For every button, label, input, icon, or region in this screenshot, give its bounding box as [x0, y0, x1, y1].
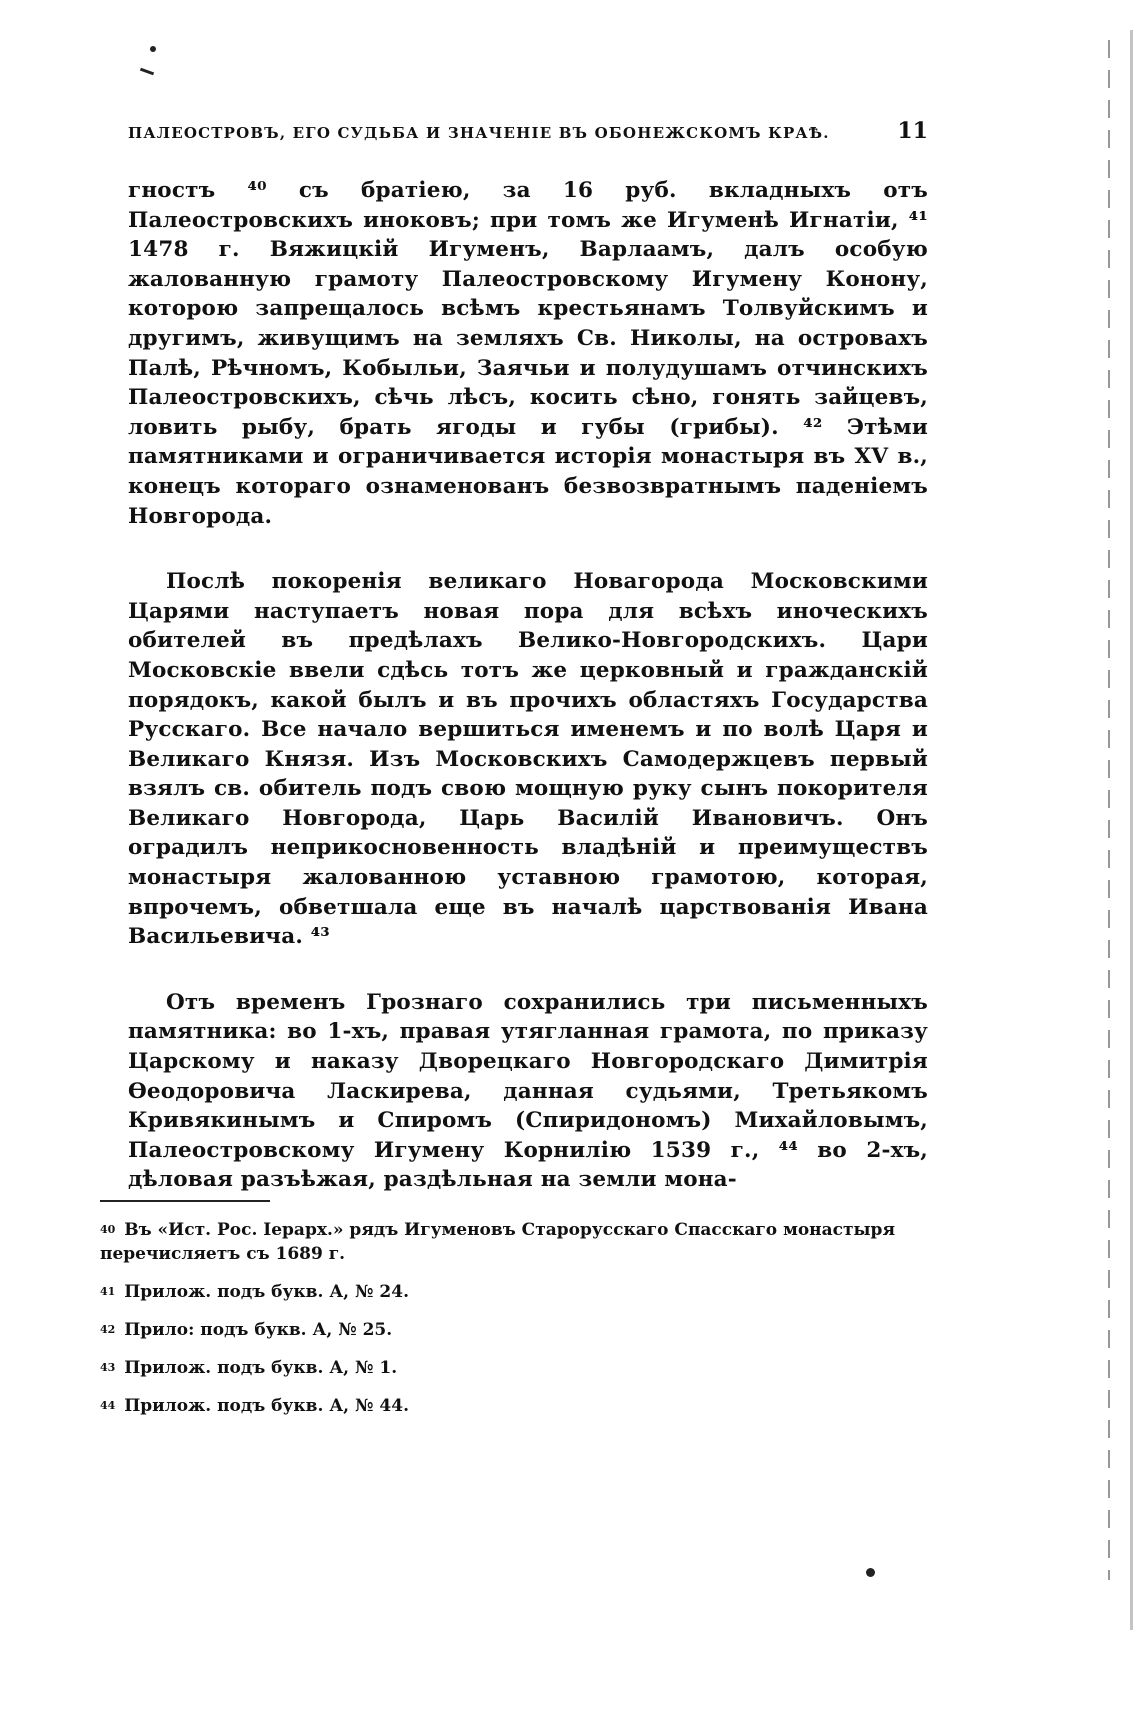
footnote-mark: 44	[100, 1399, 116, 1412]
footnote	[100, 1394, 930, 1418]
footnote-text: Прилож. подъ букв. А, № 24.	[124, 1282, 409, 1302]
footnote-text: Прило: подъ букв. А, № 25.	[124, 1320, 393, 1340]
scan-edge-artifact	[1108, 40, 1110, 1580]
footnote-mark: 42	[100, 1323, 116, 1336]
paragraph: гностъ ⁴⁰ съ братіею, за 16 руб. вкладныхъ отъ Палеостровскихъ иноковъ; при томъ же Игуменѣ Игнатіи, ⁴¹ 1478 г. Вяжицкій Игуменъ, Варлаамъ, далъ особую жалованную грамоту Палеостровскому Игумену Конону, которою запрещалось всѣмъ крестьянамъ Толвуйскимъ и другимъ, живущимъ на земляхъ Св. Николы, на островахъ Палѣ, Рѣчномъ, Кобыльи, Заячьи и полудушамъ отчинскихъ Палеостровскихъ, сѣчь лѣсъ, косить сѣно, гонять зайцевъ, ловить рыбу, брать ягоды и губы (грибы). ⁴² Этѣми памятниками и ограничивается исторія монастыря въ XV в., конецъ котораго ознаменованъ безвозвратнымъ паденіемъ Новгорода.	[128, 178, 928, 529]
running-head-title: ПАЛЕОСТРОВЪ, ЕГО СУДЬБА И ЗНАЧЕНІЕ ВЪ ОБОНЕЖСКОМЪ КРАѢ.	[128, 124, 830, 142]
footnote	[100, 1218, 930, 1266]
scan-speck	[140, 68, 154, 76]
paragraph: Послѣ покоренія великаго Новагорода Московскими Царями наступаетъ новая пора для всѣхъ иноческихъ обителей въ предѣлахъ Велико-Новгородскихъ. Цари Московскіе ввели сдѣсь тотъ же церковный и гражданскій порядокъ, какой былъ и въ прочихъ областяхъ Государства Русскаго. Все начало вершиться именемъ и по волѣ Царя и Великаго Князя. Изъ Московскихъ Самодержцевъ первый взялъ св. обитель подъ свою мощную руку сынъ покорителя Великаго Новгорода, Царь Василій Ивановичъ. Онъ оградилъ неприкосновенность владѣній и преимуществъ монастыря жалованною уставною грамотою, которая, впрочемъ, обветшала еще въ началѣ царствованія Ивана Васильевича. ⁴³	[128, 569, 928, 950]
main-text	[128, 176, 928, 1195]
footnote-text: Прилож. подъ букв. А, № 44.	[124, 1396, 409, 1416]
footnote-mark: 40	[100, 1223, 116, 1236]
footnote	[100, 1280, 930, 1304]
scan-speck	[866, 1568, 875, 1577]
footnote-mark: 41	[100, 1285, 116, 1298]
footnote-text: Прилож. подъ букв. А, № 1.	[124, 1358, 398, 1378]
running-head	[128, 118, 928, 144]
footnote	[100, 1356, 930, 1380]
footnote-text: Въ «Ист. Рос. Іерарх.» рядъ Игуменовъ Старорусскаго Спасскаго монастыря перечисляетъ съ 1689 г.	[100, 1220, 896, 1264]
footnote	[100, 1318, 930, 1342]
footnote-rule	[100, 1200, 270, 1202]
scan-speck	[150, 46, 156, 52]
page-number: 11	[897, 118, 928, 144]
footnote-mark: 43	[100, 1361, 116, 1374]
paragraph: Отъ временъ Грознаго сохранились три письменныхъ памятника: во 1-хъ, правая утягланная грамота, по приказу Царскому и наказу Дворецкаго Новгородскаго Димитрія Ѳеодоровича Ласкирева, данная судьями, Третьякомъ Кривякинымъ и Спиромъ (Спиридономъ) Михайловымъ, Палеостровскому Игумену Корнилію 1539 г., ⁴⁴ во 2-хъ, дѣловая разъѣжая, раздѣльная на земли мона-	[128, 989, 928, 1193]
scan-edge-artifact	[1130, 30, 1133, 1630]
footnotes	[100, 1218, 930, 1432]
